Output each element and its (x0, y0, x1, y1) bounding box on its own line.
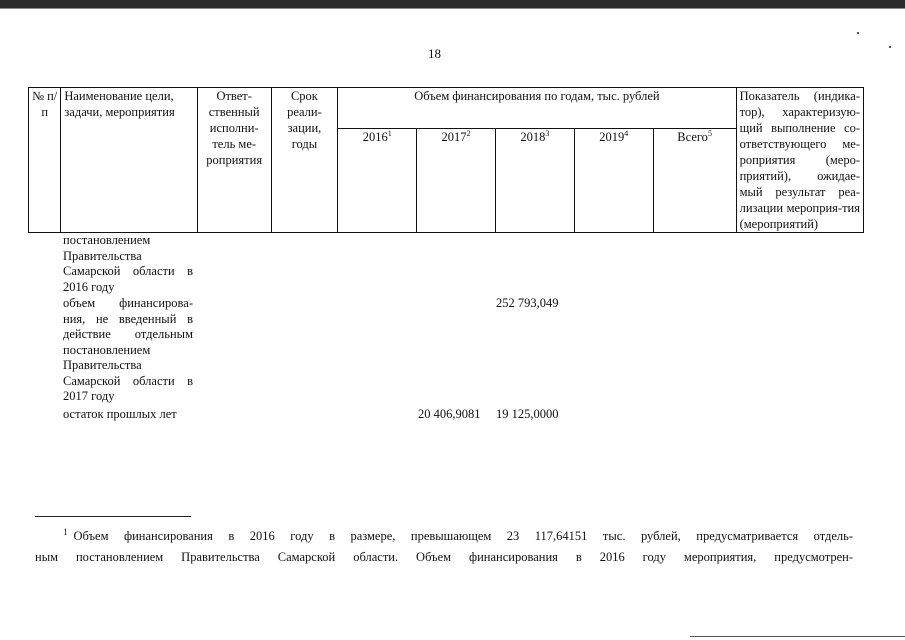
header-total: Всего$^5$ (653, 129, 736, 233)
header-responsible: Ответ-ственный исполни-тель ме-роприятия (197, 88, 271, 233)
financing-table-header (28, 87, 864, 233)
header-funding: Объем финансирования по годам, тыс. рублей (338, 88, 736, 129)
footnote-rule (35, 516, 191, 517)
scan-top-border-edge (0, 8, 905, 9)
page-number: 18 (428, 46, 441, 61)
row-text: постановлением Правительства Самарской области в 2016 году (63, 233, 193, 294)
header-year-2016: 2016$^1$ (338, 129, 417, 233)
header-term: Срок реали-зации, годы (271, 88, 338, 233)
scan-bottom-line (690, 636, 905, 637)
header-number: № п/п (29, 88, 61, 233)
scan-speck (857, 32, 859, 34)
value-2018: 19 125,0000 (496, 407, 559, 421)
row-text: остаток прошлых лет (63, 407, 177, 421)
header-year-2017: 2017$^2$ (417, 129, 496, 233)
footnote-line-2: ным постановлением Правительства Самарской области. Объем финансирования в 2016 году мероприятия, предусмотрен- (35, 550, 853, 564)
footnote-line-1: $^1$ Объем финансирования в 2016 году в размере, превышающем 23 117,64151 тыс. рублей, предусматривается отдель- (63, 526, 853, 543)
header-name: Наименование цели, задачи, мероприятия (61, 88, 197, 233)
header-year-2019: 2019$^4$ (574, 129, 653, 233)
value-2018: 252 793,049 (496, 296, 559, 310)
row-text: объем финансирова-ния, не введенный в действие отдельным постановлением Правительства Самарской области в 2017 году (63, 296, 193, 403)
scan-top-border (0, 0, 905, 8)
header-year-2018: 2018$^3$ (495, 129, 574, 233)
header-indicator: Показатель (индика-тор), характеризую-щий выполнение со-ответствующего ме-роприятия (меро-приятий), ожидае-мый результат реа-лизации мероприя-тия (мероприятий) (736, 88, 863, 233)
scan-speck (889, 46, 891, 48)
value-2017: 20 406,9081 (418, 407, 481, 421)
